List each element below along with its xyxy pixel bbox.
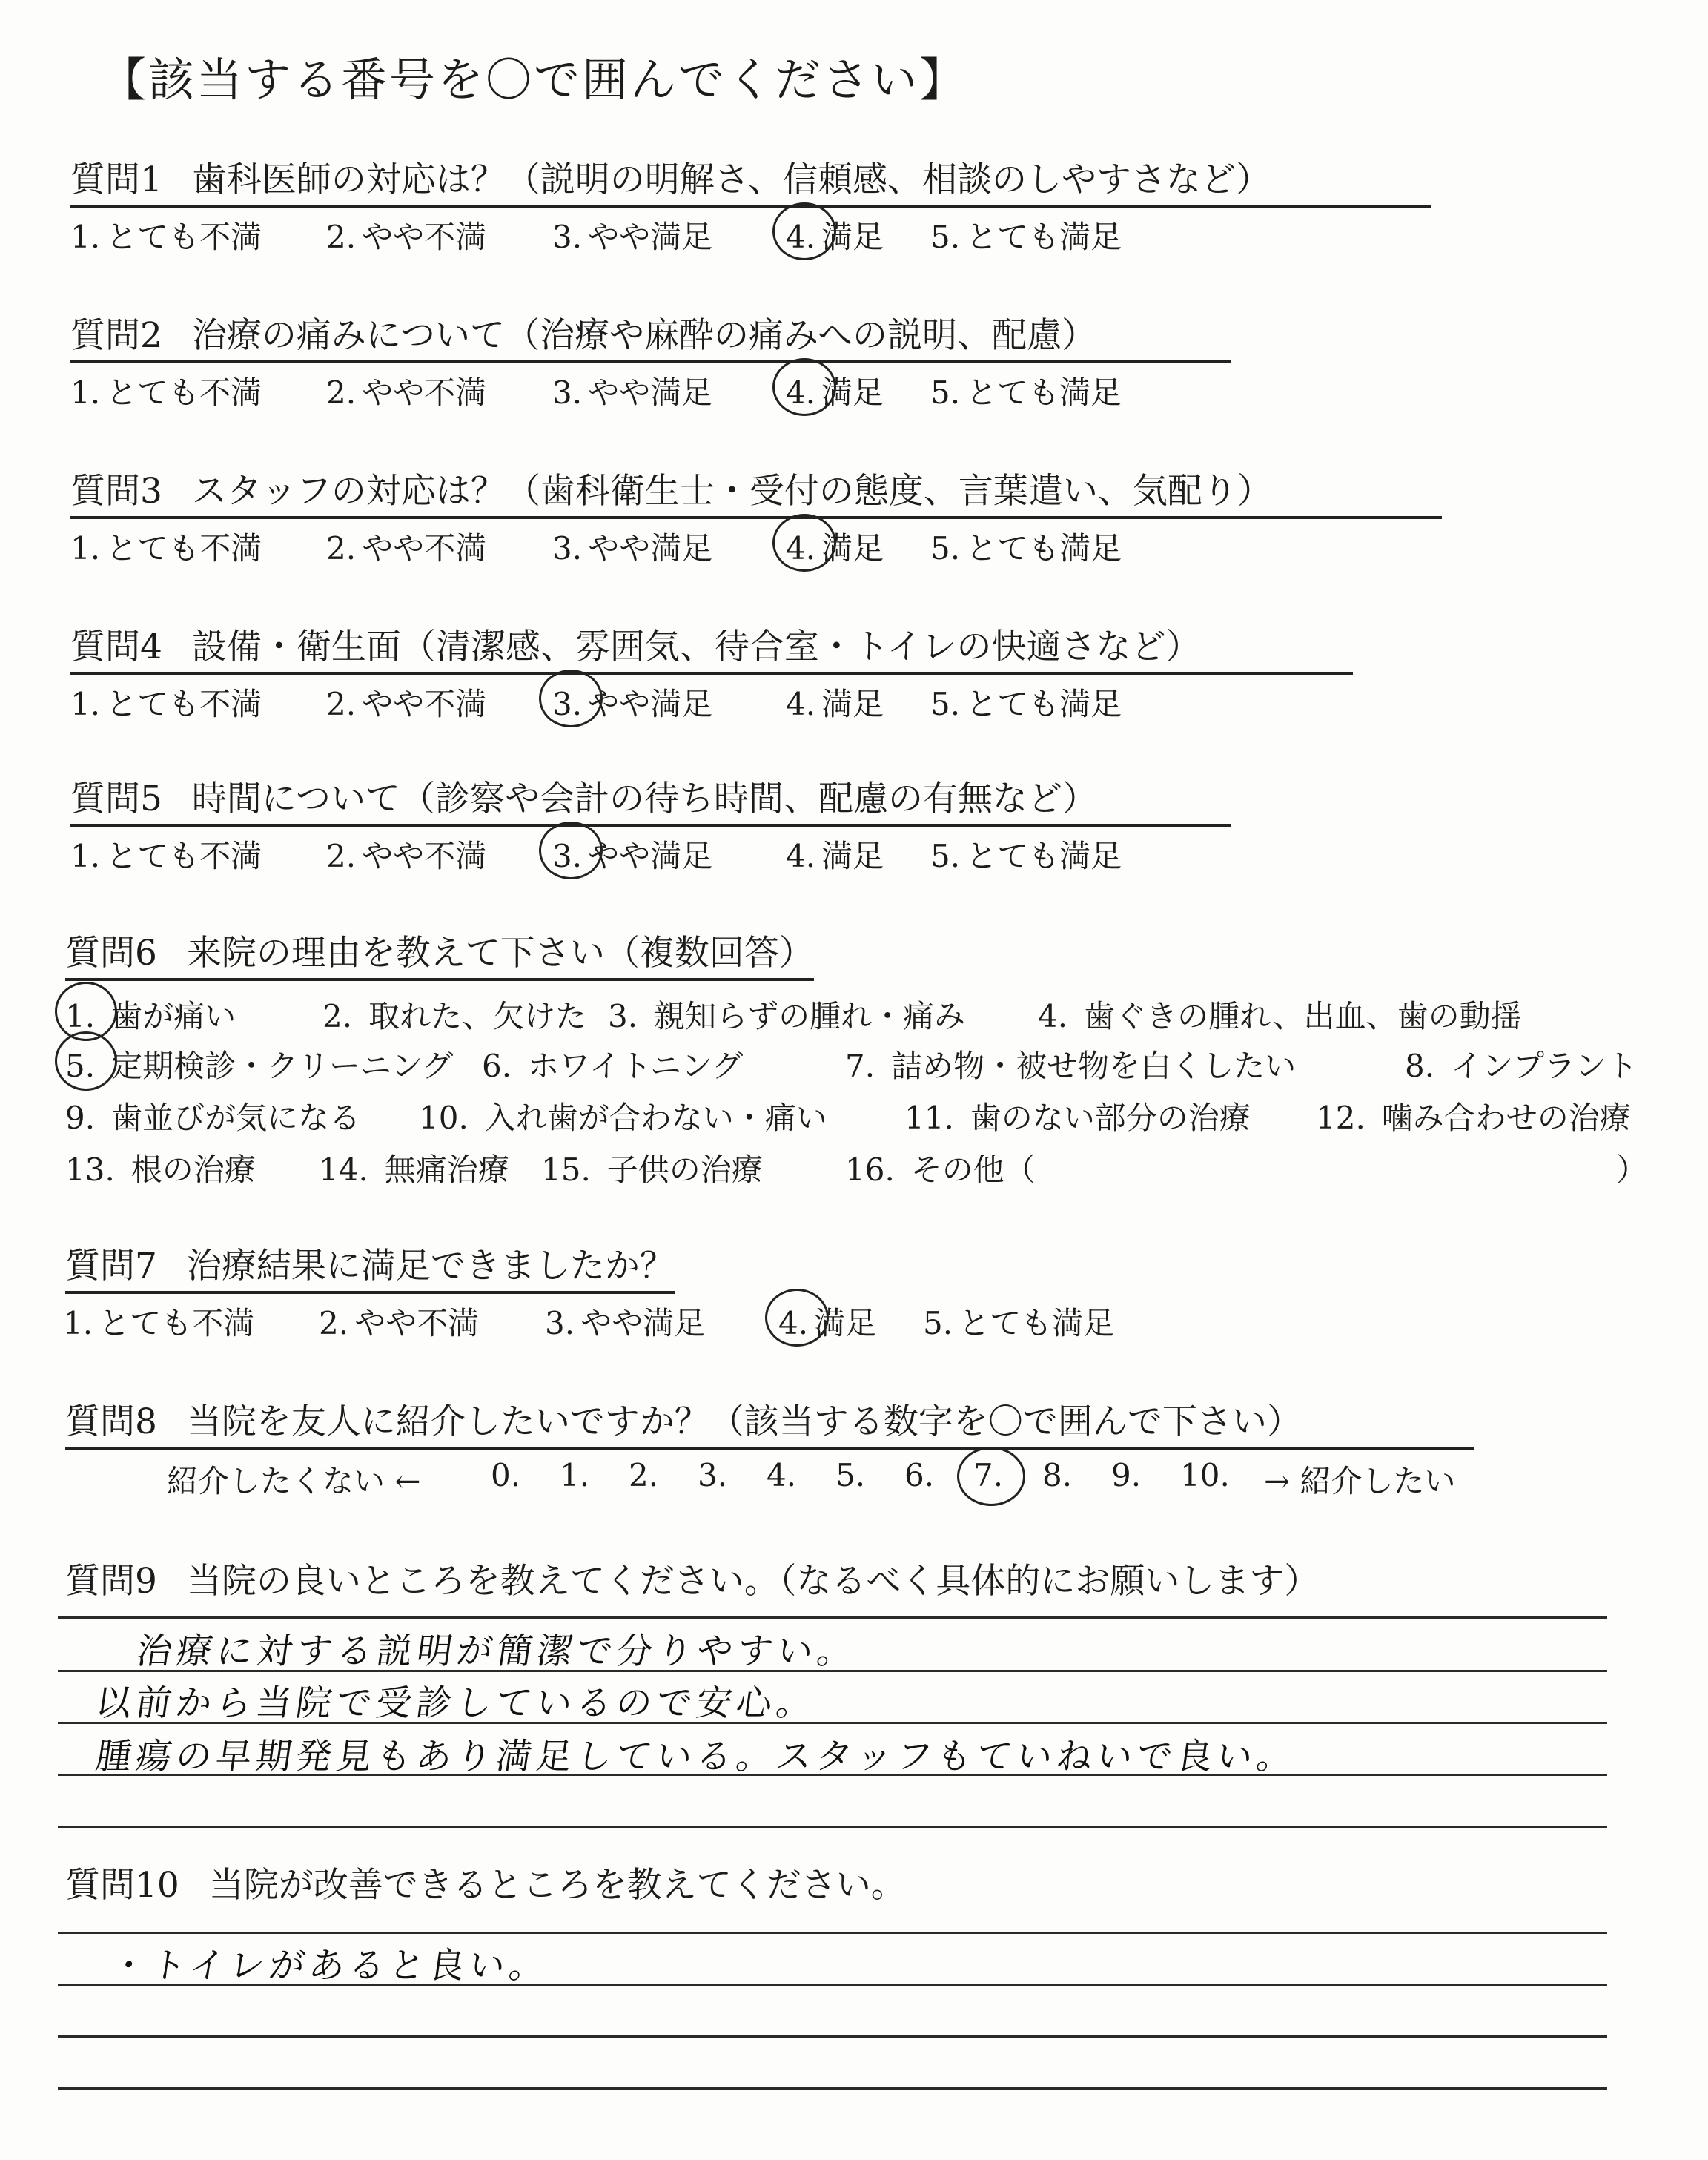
option-label: とても不満 xyxy=(106,686,262,722)
q10-answer-line: ・トイレがあると良い。 xyxy=(107,1945,552,1986)
option-number: 15. xyxy=(541,1152,591,1188)
q6-option-9[interactable] xyxy=(65,1094,360,1138)
option-label: やや満足 xyxy=(588,530,713,567)
option-label: 満足 xyxy=(821,838,884,874)
option-number: 1. xyxy=(63,1305,93,1341)
q8-option-7[interactable]: 7. xyxy=(973,1457,1004,1493)
q3-option-3[interactable] xyxy=(552,524,712,569)
q2-answer-circle xyxy=(772,358,836,416)
q4-text: 設備・衛生面（清潔感、雰囲気、待合室・トイレの快適さなど） xyxy=(191,627,1201,667)
q1-number: 質問1 xyxy=(70,159,162,200)
option-number: 14. xyxy=(319,1152,368,1188)
option-number: 1. xyxy=(70,838,101,874)
q2-text: 治療の痛みについて（治療や麻酔の痛みへの説明、配慮） xyxy=(191,315,1097,356)
option-number: 3. xyxy=(552,838,583,874)
option-label: 根の治療 xyxy=(130,1152,256,1188)
q6-option-10[interactable] xyxy=(419,1094,827,1138)
option-label: やや満足 xyxy=(580,1305,706,1341)
q9-answer-line: 治療に対する説明が簡潔で分りやすい。 xyxy=(133,1631,861,1672)
q6-option-13[interactable] xyxy=(65,1146,256,1190)
q1-option-2[interactable] xyxy=(326,213,486,257)
q2-heading xyxy=(70,308,1231,363)
q8-option-6[interactable]: 6. xyxy=(904,1457,935,1493)
q8-option-3[interactable]: 3. xyxy=(698,1457,728,1493)
q4-option-5[interactable] xyxy=(930,680,1122,724)
q8-right-label: → 紹介したい xyxy=(1264,1463,1456,1499)
option-label: やや満足 xyxy=(588,838,713,874)
q6-option-8[interactable] xyxy=(1405,1042,1638,1086)
q6-heading xyxy=(65,925,814,981)
option-number: 6. xyxy=(482,1048,512,1084)
q6-close-paren: ） xyxy=(1616,1152,1648,1188)
q10-line-4 xyxy=(58,2087,1607,2090)
option-label: やや不満 xyxy=(362,838,487,874)
option-label: 歯並びが気になる xyxy=(111,1100,361,1136)
q6-option-4[interactable] xyxy=(1038,992,1522,1037)
option-number: 4. xyxy=(778,1305,809,1341)
q9-answer-line: 以前から当院で受診しているので安心。 xyxy=(93,1682,820,1724)
option-number: 10. xyxy=(419,1100,469,1136)
option-label: 歯が痛い xyxy=(111,998,236,1034)
option-label: 満足 xyxy=(821,530,884,567)
option-number: 1. xyxy=(70,686,101,722)
q6-option-15[interactable] xyxy=(541,1146,763,1190)
option-number: 3. xyxy=(552,374,583,411)
q4-number: 質問4 xyxy=(70,627,162,667)
q8-left-label: 紹介したくない ← xyxy=(167,1463,421,1499)
option-number: 3. xyxy=(608,998,638,1034)
q8-text: 当院を友人に紹介したいですか？（該当する数字を〇で囲んで下さい） xyxy=(186,1401,1302,1442)
option-number: 5. xyxy=(930,219,961,255)
option-label: やや不満 xyxy=(362,219,487,255)
option-label: 詰め物・被せ物を白くしたい xyxy=(891,1048,1297,1084)
q4-answer-circle xyxy=(539,670,603,727)
q10-heading xyxy=(65,1857,906,1910)
q8-option-5[interactable]: 5. xyxy=(835,1457,866,1493)
option-number: 1. xyxy=(70,219,101,255)
q5-number: 質問5 xyxy=(70,779,162,819)
q10-text: 当院が改善できるところを教えてください。 xyxy=(208,1865,906,1906)
q7-heading xyxy=(65,1238,675,1294)
option-number: 2. xyxy=(326,838,357,874)
q8-option-1[interactable]: 1. xyxy=(560,1457,590,1493)
q4-option-4[interactable] xyxy=(786,680,884,724)
option-number: 9. xyxy=(65,1100,96,1136)
q4-option-2[interactable] xyxy=(326,680,486,724)
q1-heading xyxy=(70,152,1431,208)
q6-option-16[interactable] xyxy=(845,1146,1036,1190)
option-label: 満足 xyxy=(821,219,884,255)
option-number: 3. xyxy=(545,1305,575,1341)
q7-number: 質問7 xyxy=(65,1246,157,1287)
option-label: 満足 xyxy=(821,686,884,722)
option-label: やや満足 xyxy=(588,374,713,411)
option-label: 歯のない部分の治療 xyxy=(970,1100,1251,1136)
q5-text: 時間について（診察や会計の待ち時間、配慮の有無など） xyxy=(191,779,1097,819)
option-label: 定期検診・クリーニング xyxy=(111,1048,454,1084)
q3-option-2[interactable] xyxy=(326,524,486,569)
q9-line-5 xyxy=(58,1826,1607,1828)
option-label: 満足 xyxy=(821,374,884,411)
q8-option-9[interactable]: 9. xyxy=(1111,1457,1142,1493)
option-number: 1. xyxy=(65,998,96,1034)
option-number: 4. xyxy=(786,686,816,722)
option-number: 16. xyxy=(845,1152,895,1188)
q5-answer-circle xyxy=(539,822,603,879)
option-number: 5. xyxy=(930,374,961,411)
option-number: 8. xyxy=(1405,1048,1435,1084)
option-label: 無痛治療 xyxy=(384,1152,509,1188)
option-number: 4. xyxy=(786,530,816,567)
q3-heading xyxy=(70,463,1442,519)
option-number: 13. xyxy=(65,1152,115,1188)
q3-option-1[interactable] xyxy=(70,524,262,569)
q9-answer-line: 腫瘍の早期発見もあり満足している。スタッフもていねいで良い。 xyxy=(93,1736,1300,1777)
q6-number: 質問6 xyxy=(65,933,157,974)
option-label: とても満足 xyxy=(959,1305,1115,1341)
q5-heading xyxy=(70,771,1231,827)
q6-option-14[interactable] xyxy=(319,1146,509,1190)
q10-number: 質問10 xyxy=(65,1865,179,1906)
option-number: 4. xyxy=(786,838,816,874)
q3-answer-circle xyxy=(772,514,836,572)
q7-option-1[interactable] xyxy=(63,1299,254,1344)
option-label: やや満足 xyxy=(588,686,713,722)
option-number: 5. xyxy=(65,1048,96,1084)
q8-answer-circle xyxy=(957,1447,1025,1506)
q7-option-2[interactable] xyxy=(319,1299,479,1344)
q7-text: 治療結果に満足できましたか？ xyxy=(186,1246,675,1287)
option-number: 11. xyxy=(904,1100,954,1136)
option-label: とても不満 xyxy=(99,1305,255,1341)
q6-text: 来院の理由を教えて下さい（複数回答） xyxy=(186,933,814,974)
q3-text: スタッフの対応は？（歯科衛生士・受付の態度、言葉遣い、気配り） xyxy=(191,471,1272,512)
q8-option-10[interactable]: 10. xyxy=(1180,1457,1230,1493)
option-label: 親知らずの腫れ・痛み xyxy=(654,998,966,1034)
option-label: その他（ xyxy=(910,1152,1036,1188)
q10-line-1 xyxy=(58,1932,1607,1934)
q1-option-1[interactable] xyxy=(70,213,262,257)
option-label: やや満足 xyxy=(588,219,713,255)
q5-option-5[interactable] xyxy=(930,832,1122,876)
q5-option-2[interactable] xyxy=(326,832,486,876)
option-number: 3. xyxy=(552,686,583,722)
q9-text: 当院の良いところを教えてください。（なるべく具体的にお願いします） xyxy=(186,1561,1320,1602)
q4-heading xyxy=(70,619,1353,675)
q7-option-5[interactable] xyxy=(923,1299,1114,1344)
q9-heading xyxy=(65,1553,1319,1606)
option-label: 取れた、欠けた xyxy=(368,998,587,1034)
option-label: とても不満 xyxy=(106,838,262,874)
option-number: 4. xyxy=(786,219,816,255)
option-number: 5. xyxy=(923,1305,953,1341)
option-label: とても不満 xyxy=(106,219,262,255)
q3-number: 質問3 xyxy=(70,471,162,512)
option-label: ホワイトニング xyxy=(528,1048,744,1084)
option-label: とても満足 xyxy=(966,686,1122,722)
page-title: 【該当する番号を〇で囲んでください】 xyxy=(100,53,968,107)
option-number: 5. xyxy=(930,530,961,567)
option-number: 3. xyxy=(552,530,583,567)
q3-option-5[interactable] xyxy=(930,524,1122,569)
option-number: 2. xyxy=(322,998,353,1034)
option-label: 満足 xyxy=(814,1305,877,1341)
option-number: 5. xyxy=(930,838,961,874)
q5-option-4[interactable] xyxy=(786,832,884,876)
q1-option-3[interactable] xyxy=(552,213,712,257)
option-label: とても満足 xyxy=(966,838,1122,874)
q6-option-11[interactable] xyxy=(904,1094,1251,1138)
q2-option-5[interactable] xyxy=(930,369,1122,413)
option-number: 1. xyxy=(70,374,101,411)
option-label: やや不満 xyxy=(354,1305,480,1341)
q6-option-12[interactable] xyxy=(1316,1094,1631,1138)
option-label: とても満足 xyxy=(966,530,1122,567)
option-label: とても不満 xyxy=(106,374,262,411)
option-number: 12. xyxy=(1316,1100,1366,1136)
option-label: インプラント xyxy=(1451,1048,1638,1084)
q6-option-5[interactable] xyxy=(65,1042,453,1086)
q8-option-8[interactable]: 8. xyxy=(1042,1457,1073,1493)
q8-option-0[interactable]: 0. xyxy=(491,1457,521,1493)
q2-number: 質問2 xyxy=(70,315,162,356)
q8-option-4[interactable]: 4. xyxy=(767,1457,797,1493)
q8-heading xyxy=(65,1394,1474,1450)
option-number: 7. xyxy=(845,1048,875,1084)
q1-answer-circle xyxy=(772,202,836,260)
option-label: 噛み合わせの治療 xyxy=(1381,1100,1631,1136)
q4-option-1[interactable] xyxy=(70,680,262,724)
option-label: やや不満 xyxy=(362,374,487,411)
q2-option-2[interactable] xyxy=(326,369,486,413)
option-label: 入れ歯が合わない・痛い xyxy=(484,1100,827,1136)
q9-line-1 xyxy=(58,1616,1607,1619)
option-label: 子供の治療 xyxy=(606,1152,763,1188)
q5-option-1[interactable] xyxy=(70,832,262,876)
q10-line-3 xyxy=(58,2035,1607,2038)
q6-option-3[interactable] xyxy=(608,992,965,1037)
q2-option-1[interactable] xyxy=(70,369,262,413)
option-number: 2. xyxy=(326,374,357,411)
q7-answer-circle xyxy=(765,1289,829,1347)
option-label: とても満足 xyxy=(966,219,1122,255)
option-number: 4. xyxy=(1038,998,1068,1034)
option-label: やや不満 xyxy=(362,686,487,722)
option-number: 2. xyxy=(326,530,357,567)
option-label: とても不満 xyxy=(106,530,262,567)
q6-option-6[interactable] xyxy=(482,1042,743,1086)
q2-option-3[interactable] xyxy=(552,369,712,413)
option-number: 1. xyxy=(70,530,101,567)
q6-option-2[interactable] xyxy=(322,992,586,1037)
option-number: 2. xyxy=(319,1305,349,1341)
q6-answer-circle xyxy=(55,1031,117,1091)
q6-option-7[interactable] xyxy=(845,1042,1296,1086)
option-label: やや不満 xyxy=(362,530,487,567)
option-number: 5. xyxy=(930,686,961,722)
option-number: 3. xyxy=(552,219,583,255)
q7-option-3[interactable] xyxy=(545,1299,705,1344)
option-number: 2. xyxy=(326,219,357,255)
q8-option-2[interactable]: 2. xyxy=(629,1457,659,1493)
q8-number: 質問8 xyxy=(65,1401,157,1442)
option-label: とても満足 xyxy=(966,374,1122,411)
q1-text: 歯科医師の対応は？（説明の明解さ、信頼感、相談のしやすさなど） xyxy=(191,159,1271,200)
option-label: 歯ぐきの腫れ、出血、歯の動揺 xyxy=(1084,998,1522,1034)
option-number: 4. xyxy=(786,374,816,411)
q9-number: 質問9 xyxy=(65,1561,157,1602)
q1-option-5[interactable] xyxy=(930,213,1122,257)
option-number: 2. xyxy=(326,686,357,722)
